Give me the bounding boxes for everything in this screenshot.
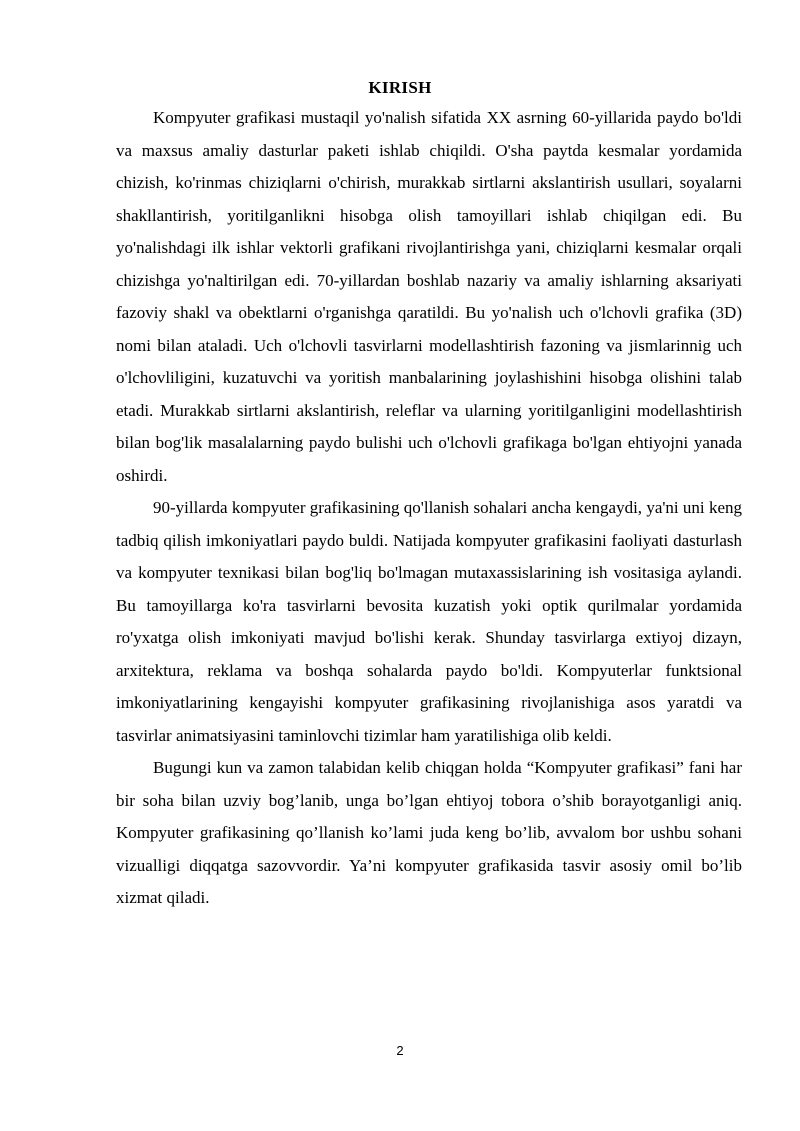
- paragraph-2: 90-yillarda kompyuter grafikasining qo'llanish sohalari ancha kengaydi, ya'ni uni keng tadbiq qilish imkoniyatlari paydo buldi. Natijada kompyuter grafikasini faoliyati dasturlash va kompyuter texnikasi bilan bog'liq bo'lmagan mutaxassislarining ish vositasiga aylandi. Bu tamoyillarga ko'ra tasvirlarni bevosita kuzatish yoki optik qurilmalar yordamida ro'yxatga olish imkoniyati mavjud bo'lishi kerak. Shunday tasvirlarga extiyoj dizayn, arxitektura, reklama va boshqa sohalarda paydo bo'ldi. Kompyuterlar funktsional imkoniyatlarining kengayishi kompyuter grafikasining rivojlanishiga asos yaratdi va tasvirlar animatsiyasini taminlovchi tizimlar ham yaratilishiga olib keldi.: [116, 498, 742, 745]
- paragraph-3: Bugungi kun va zamon talabidan kelib chiqgan holda “Kompyuter grafikasi” fani har bir soha bilan uzviy bog’lanib, unga bo’lgan ehtiyoj tobora o’shib borayotganligi aniq. Kompyuter grafikasining qo’llanish ko’lami juda keng bo’lib, avvalom bor ushbu sohani vizualligi diqqatga sazovvordir. Ya’ni kompyuter grafikasida tasvir asosiy omil bo’lib xizmat qiladi.: [116, 758, 742, 907]
- document-body: [116, 102, 742, 915]
- paragraph-1: Kompyuter grafikasi mustaqil yo'nalish sifatida XX asrning 60-yillarida paydo bo'ldi va maxsus amaliy dasturlar paketi ishlab chiqildi. O'sha paytda kesmalar yordamida chizish, ko'rinmas chiziqlarni o'chirish, murakkab sirtlarni akslantirish usullari, soyalarni shakllantirish, yoritilganlikni hisobga olish tamoyillari ishlab chiqilgan edi. Bu yo'nalishdagi ilk ishlar vektorli grafikani rivojlantirishga yani, chiziqlarni kesmalar orqali chizishga yo'naltirilgan edi. 70-yillardan boshlab nazariy va amaliy ishlarning aksariyati fazoviy shakl va obektlarni o'rganishga qaratildi. Bu yo'nalish uch o'lchovli grafika (3D) nomi bilan ataladi. Uch o'lchovli tasvirlarni modellashtirish fazoning va jismlarinnig uch o'lchovliligini, kuzatuvchi va yoritish manbalarining joylashishini hisobga olishini talab etadi. Murakkab sirtlarni akslantirish, releflar va ularning yoritilganligini modellashtirish bilan bog'lik masalalarning paydo bulishi uch o'lchovli grafikaga bo'lgan ehtiyojni yanada oshirdi.: [116, 108, 742, 485]
- section-title: KIRISH: [368, 78, 432, 97]
- page-number: 2: [396, 1043, 404, 1058]
